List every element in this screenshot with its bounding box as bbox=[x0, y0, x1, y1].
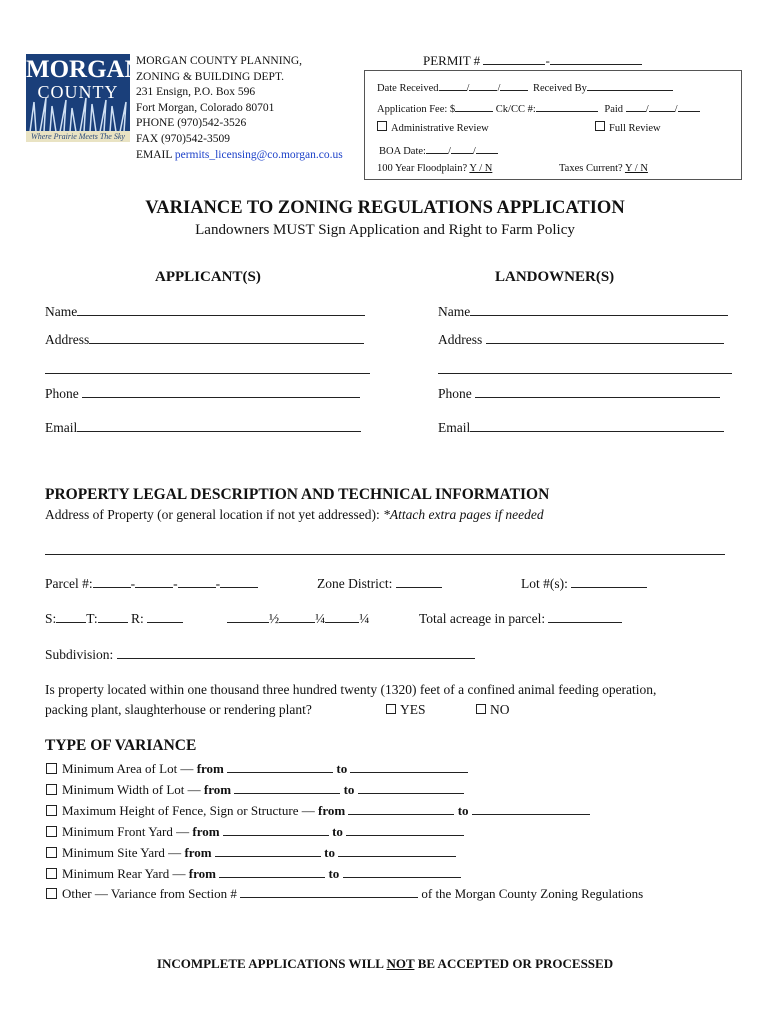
applicant-phone-label: Phone bbox=[45, 386, 79, 401]
variance-item-width[interactable] bbox=[46, 781, 464, 798]
subdivision-label: Subdivision: bbox=[45, 647, 114, 662]
applicant-address-line2[interactable] bbox=[45, 373, 370, 374]
office-address-1: 231 Ensign, P.O. Box 596 bbox=[136, 86, 256, 99]
applicant-heading: APPLICANT(S) bbox=[155, 269, 261, 285]
full-review-checkbox[interactable] bbox=[595, 121, 605, 131]
quarter: ¼ bbox=[359, 611, 370, 626]
variance-checkbox[interactable] bbox=[46, 826, 57, 837]
to-label: to bbox=[343, 782, 355, 797]
landowner-phone-label: Phone bbox=[438, 386, 472, 401]
full-review-option[interactable] bbox=[595, 121, 661, 134]
yes-option[interactable] bbox=[386, 702, 426, 718]
logo-tagline: Where Prairie Meets The Sky bbox=[26, 131, 130, 142]
parcel-sep: - bbox=[130, 576, 136, 591]
variance-checkbox[interactable] bbox=[46, 763, 57, 774]
to-label: to bbox=[457, 803, 469, 818]
admin-review-option[interactable] bbox=[377, 121, 489, 134]
variance-label: Minimum Width of Lot — bbox=[62, 782, 201, 797]
to-label: to bbox=[332, 824, 343, 839]
property-address-note: *Attach extra pages if needed bbox=[383, 507, 544, 522]
permit-sep: - bbox=[545, 53, 550, 68]
floodplain-label: 100 Year Floodplain? bbox=[377, 163, 468, 174]
from-label: from bbox=[188, 866, 216, 881]
to-label: to bbox=[324, 845, 335, 860]
variance-item-front-yard[interactable] bbox=[46, 823, 464, 840]
subdivision-field[interactable] bbox=[45, 646, 475, 663]
date-received-label: Date Received bbox=[377, 83, 439, 94]
variance-heading: TYPE OF VARIANCE bbox=[45, 737, 197, 754]
variance-label: Minimum Front Yard — bbox=[62, 824, 190, 839]
permit-number[interactable] bbox=[423, 52, 642, 69]
from-label: from bbox=[318, 803, 346, 818]
received-by-label: Received By bbox=[532, 83, 587, 94]
s-label: S: bbox=[45, 611, 57, 626]
quarter: ¼ bbox=[315, 611, 326, 626]
landowner-name-label: Name bbox=[438, 304, 471, 319]
permit-label: PERMIT # bbox=[423, 53, 481, 68]
floodplain-yn[interactable]: Y / N bbox=[469, 163, 493, 174]
from-label: from bbox=[196, 761, 224, 776]
parcel-label: Parcel #: bbox=[45, 576, 93, 591]
page-subtitle: Landowners MUST Sign Application and Right to Farm Policy bbox=[195, 222, 575, 238]
admin-review-checkbox[interactable] bbox=[377, 121, 387, 131]
logo-line1: MORGAN bbox=[26, 56, 143, 83]
landowner-address-label: Address bbox=[438, 332, 483, 347]
no-label: NO bbox=[490, 702, 510, 717]
to-label: to bbox=[336, 761, 348, 776]
acreage-field[interactable] bbox=[419, 610, 622, 627]
office-info bbox=[136, 54, 343, 163]
applicant-address-label: Address bbox=[45, 332, 90, 347]
variance-item-rear-yard[interactable] bbox=[46, 865, 461, 882]
half: ½ bbox=[269, 611, 280, 626]
proximity-question-2: packing plant, slaughterhouse or rendering plant? bbox=[45, 702, 312, 717]
variance-checkbox[interactable] bbox=[46, 847, 57, 858]
slash: / bbox=[674, 104, 678, 115]
applicant-address-field[interactable] bbox=[45, 331, 364, 348]
slash: / bbox=[645, 104, 649, 115]
to-label: to bbox=[328, 866, 340, 881]
office-name-1: MORGAN COUNTY PLANNING, bbox=[136, 55, 303, 67]
app-fee-label: Application Fee: $ bbox=[377, 104, 456, 115]
zone-label: Zone District: bbox=[317, 576, 393, 591]
lot-field[interactable] bbox=[521, 575, 647, 592]
variance-label: Minimum Site Yard — bbox=[62, 845, 182, 860]
grass-icon bbox=[26, 98, 130, 132]
county-logo bbox=[26, 54, 143, 142]
applicant-email-label: Email bbox=[45, 420, 78, 435]
email-link[interactable]: permits_licensing@co.morgan.co.us bbox=[174, 148, 343, 161]
email-label: EMAIL bbox=[136, 148, 172, 161]
no-checkbox[interactable] bbox=[476, 704, 486, 714]
proximity-question-1: Is property located within one thousand three hundred twenty (1320) feet of a confined animal feeding operation, bbox=[45, 682, 657, 697]
slash: / bbox=[472, 146, 476, 157]
full-review-label: Full Review bbox=[609, 123, 661, 134]
landowner-phone-field[interactable] bbox=[438, 385, 720, 402]
variance-label: Minimum Rear Yard — bbox=[62, 866, 186, 881]
logo-line2: COUNTY bbox=[37, 82, 119, 102]
taxes-label: Taxes Current? bbox=[559, 163, 623, 174]
property-heading: PROPERTY LEGAL DESCRIPTION AND TECHNICAL INFORMATION bbox=[45, 486, 550, 503]
variance-other-suffix: of the Morgan County Zoning Regulations bbox=[421, 886, 644, 901]
landowner-address-line2[interactable] bbox=[438, 373, 732, 374]
landowner-name-field[interactable] bbox=[438, 303, 728, 320]
property-address-line[interactable] bbox=[45, 554, 725, 555]
variance-checkbox[interactable] bbox=[46, 805, 57, 816]
applicant-email-field[interactable] bbox=[45, 419, 361, 436]
ck-cc-label: Ck/CC #: bbox=[495, 104, 536, 115]
notice-part1: INCOMPLETE APPLICATIONS WILL bbox=[156, 956, 384, 971]
parcel-sep: - bbox=[173, 576, 178, 591]
office-fax: FAX (970)542-3509 bbox=[136, 132, 231, 145]
variance-checkbox[interactable] bbox=[46, 868, 57, 879]
from-label: from bbox=[184, 845, 212, 860]
applicant-name-label: Name bbox=[45, 304, 78, 319]
t-label: T: bbox=[86, 611, 98, 626]
variance-item-area[interactable] bbox=[46, 760, 468, 777]
landowner-email-label: Email bbox=[438, 420, 471, 435]
section-township-range[interactable] bbox=[45, 610, 183, 627]
notice-part3: BE ACCEPTED OR PROCESSED bbox=[417, 956, 614, 971]
notice-not: NOT bbox=[386, 956, 415, 971]
variance-item-site-yard[interactable] bbox=[46, 844, 456, 861]
taxes-yn[interactable]: Y / N bbox=[624, 163, 648, 174]
variance-label: Minimum Area of Lot — bbox=[62, 761, 194, 776]
landowner-email-field[interactable] bbox=[438, 419, 724, 436]
boa-date-label: BOA Date: bbox=[379, 146, 426, 157]
applicant-phone-field[interactable] bbox=[45, 385, 360, 402]
slash: / bbox=[447, 146, 451, 157]
property-address-label-row bbox=[45, 507, 544, 523]
from-label: from bbox=[203, 782, 232, 797]
landowner-heading: LANDOWNER(S) bbox=[495, 269, 615, 285]
yes-label: YES bbox=[400, 702, 426, 717]
variance-item-other[interactable] bbox=[46, 885, 643, 902]
variance-other-label: Other — Variance from Section # bbox=[62, 886, 237, 901]
variance-label: Maximum Height of Fence, Sign or Structure — bbox=[62, 803, 315, 818]
property-address-label: Address of Property (or general location if not yet addressed): bbox=[45, 507, 380, 522]
r-label: R: bbox=[130, 611, 144, 626]
applicant-name-field[interactable] bbox=[45, 303, 365, 320]
slash: / bbox=[497, 83, 501, 94]
from-label: from bbox=[192, 824, 220, 839]
page-title: VARIANCE TO ZONING REGULATIONS APPLICATION bbox=[145, 198, 625, 218]
paid-label: Paid bbox=[604, 104, 624, 115]
slash: / bbox=[466, 83, 470, 94]
variance-item-height[interactable] bbox=[46, 802, 590, 819]
admin-review-label: Administrative Review bbox=[391, 123, 489, 134]
parcel-field[interactable] bbox=[45, 575, 258, 592]
fraction-field[interactable] bbox=[227, 610, 369, 627]
landowner-address-field[interactable] bbox=[438, 331, 724, 348]
variance-checkbox[interactable] bbox=[46, 784, 57, 795]
zone-district-field[interactable] bbox=[317, 575, 442, 592]
office-phone: PHONE (970)542-3526 bbox=[136, 117, 247, 130]
variance-checkbox[interactable] bbox=[46, 888, 57, 899]
office-use-box bbox=[364, 70, 742, 180]
parcel-sep: - bbox=[215, 576, 221, 591]
incomplete-notice bbox=[0, 956, 770, 972]
office-address-2: Fort Morgan, Colorado 80701 bbox=[136, 101, 275, 114]
lot-label: Lot #(s): bbox=[521, 576, 568, 591]
no-option[interactable] bbox=[476, 702, 510, 718]
acreage-label: Total acreage in parcel: bbox=[419, 611, 546, 626]
yes-checkbox[interactable] bbox=[386, 704, 396, 714]
office-name-2: ZONING & BUILDING DEPT. bbox=[136, 70, 284, 83]
